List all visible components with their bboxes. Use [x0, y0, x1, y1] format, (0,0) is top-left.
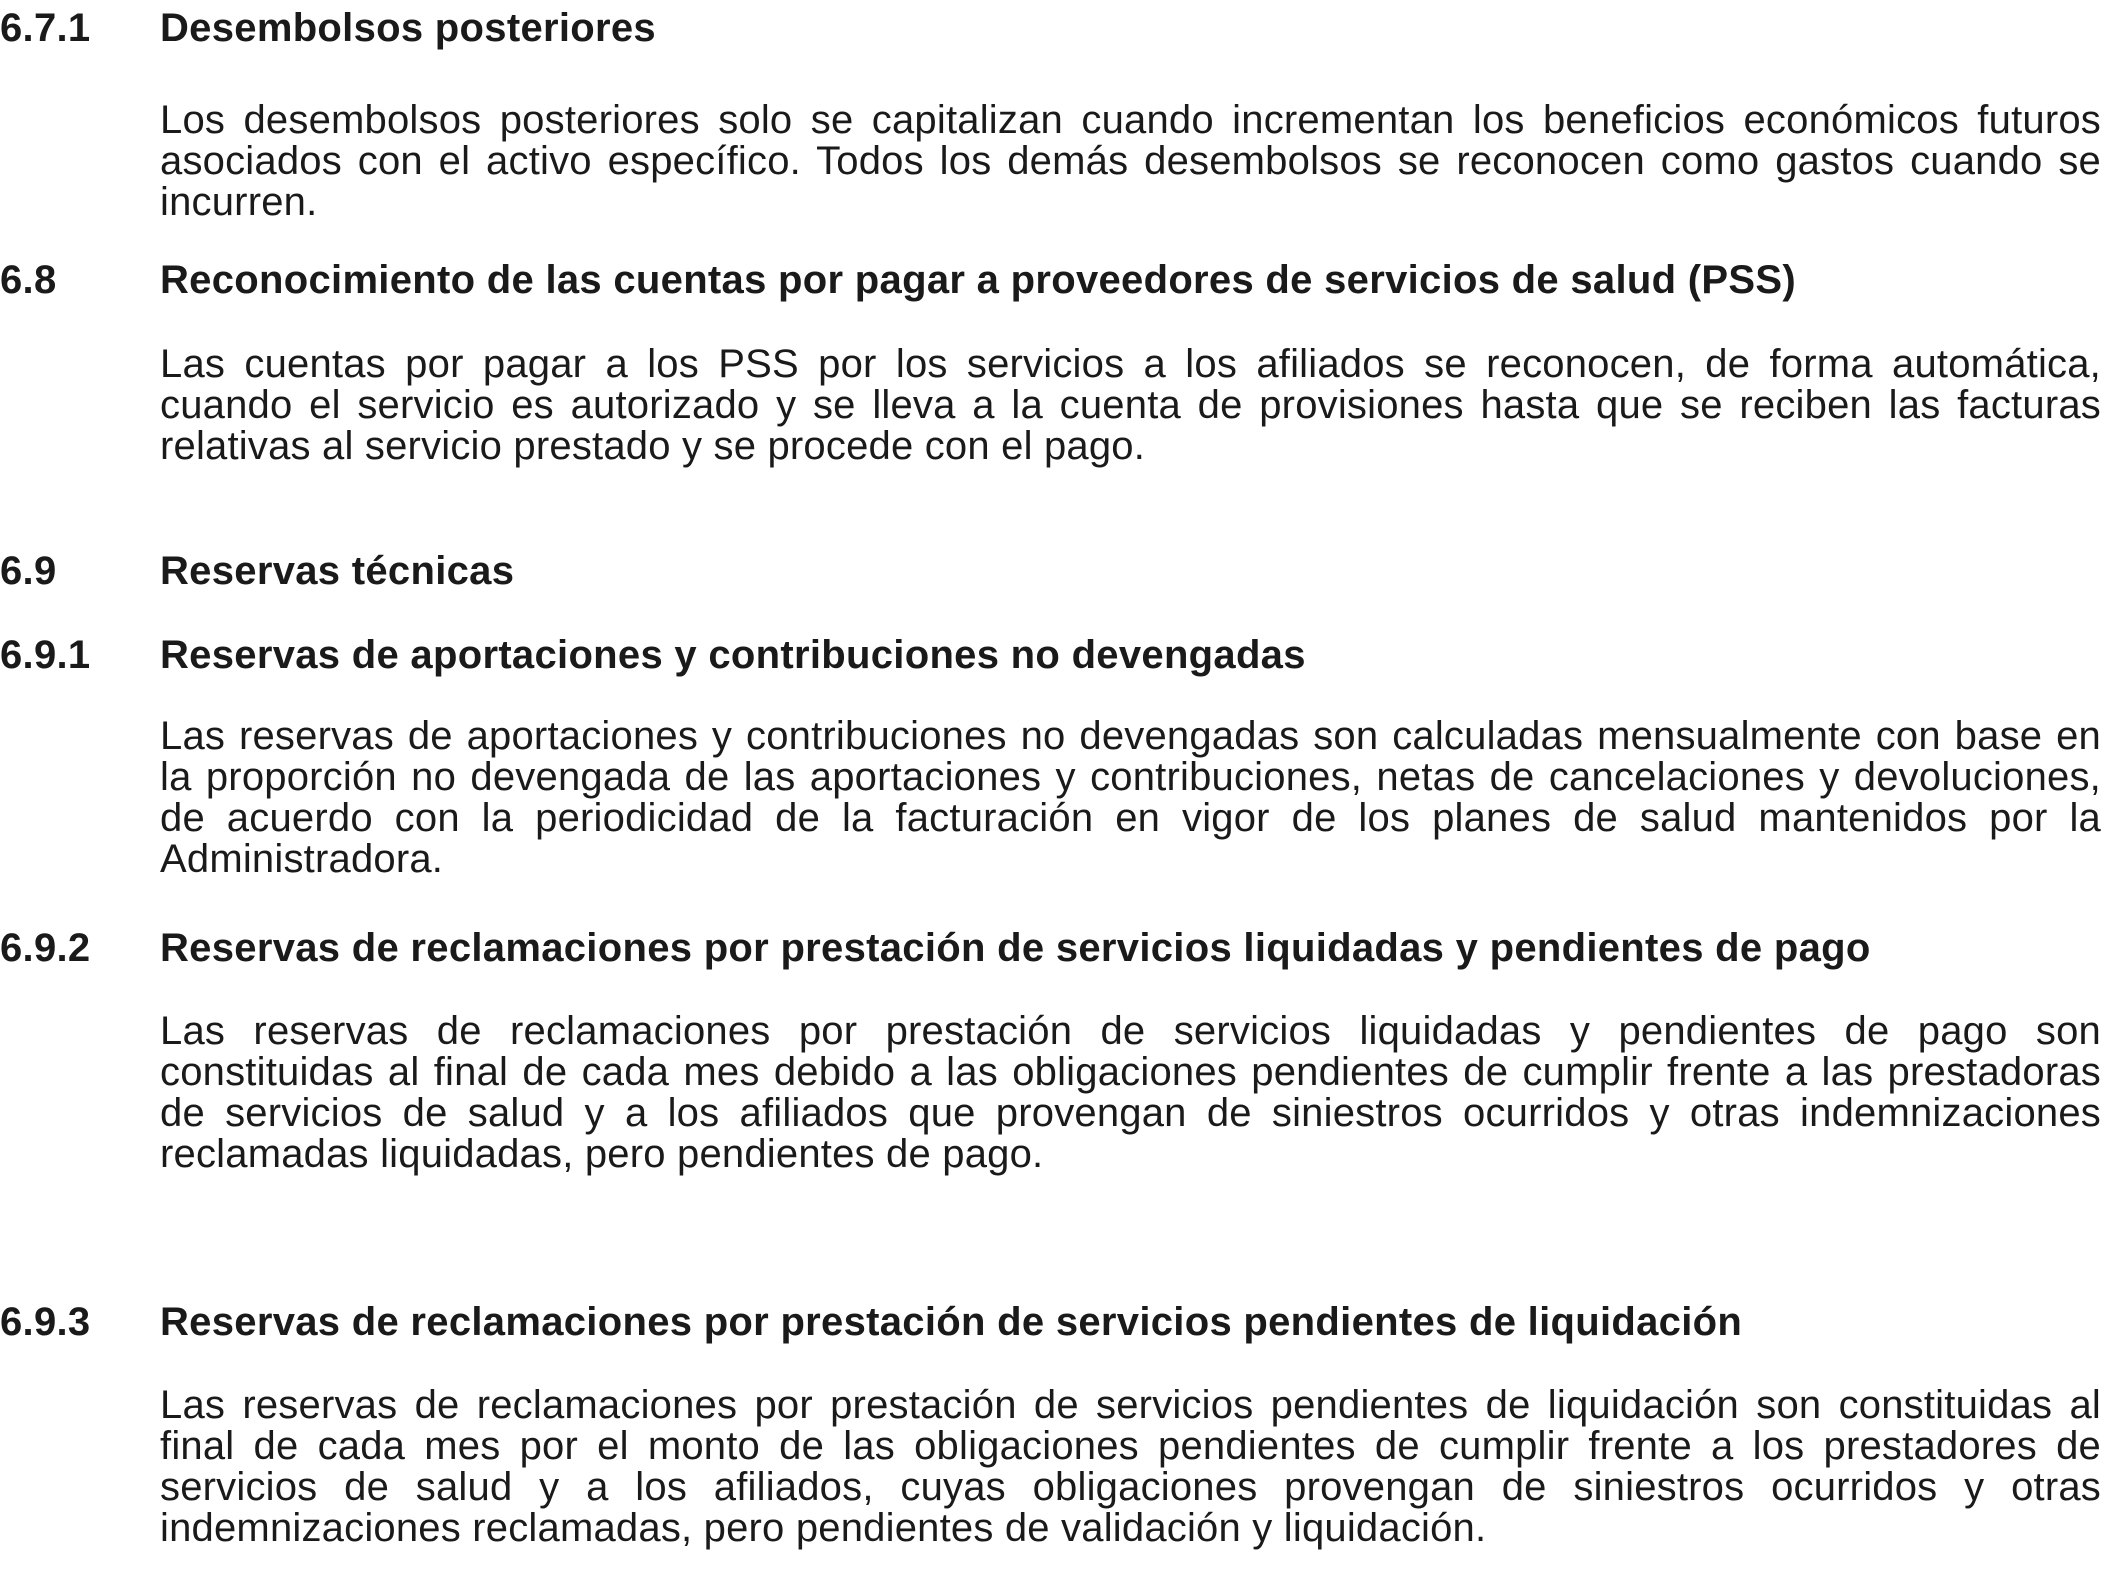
- section-paragraph: Las reservas de reclamaciones por prestación de servicios liquidadas y pendientes de pago son constituidas al final de cada mes debido a las obligaciones pendientes de cumplir frente a las prestadoras de servicios de salud y a los afiliados que provengan de siniestros ocurridos y otras indemnizaciones reclamadas liquidadas, pero pendientes de pago.: [160, 1009, 2101, 1176]
- section-number: 6.9.1: [0, 633, 91, 677]
- section-number: 6.7.1: [0, 6, 91, 50]
- section-heading: [0, 260, 2101, 300]
- section-heading: [0, 928, 2101, 968]
- section-6-9-2: [0, 928, 2101, 1175]
- section-6-9: [0, 551, 2101, 591]
- section-heading: [0, 8, 2101, 48]
- section-number: 6.9.3: [0, 1300, 91, 1344]
- section-paragraph: Las reservas de aportaciones y contribuciones no devengadas son calculadas mensualmente con base en la proporción no devengada de las aportaciones y contribuciones, netas de cancelaciones y devoluciones, de acuerdo con la periodicidad de la facturación en vigor de los planes de salud mantenidos por la Administradora.: [160, 714, 2101, 881]
- section-paragraph: Los desembolsos posteriores solo se capitalizan cuando incrementan los beneficios económicos futuros asociados con el activo específico. Todos los demás desembolsos se reconocen como gastos cuando se incurren.: [160, 98, 2101, 224]
- section-title: Reservas de reclamaciones por prestación de servicios liquidadas y pendientes de pago: [160, 926, 1871, 970]
- section-title: Reservas de aportaciones y contribuciones no devengadas: [160, 633, 1306, 677]
- section-6-7-1: [0, 8, 2101, 223]
- section-title: Reservas técnicas: [160, 549, 515, 593]
- section-6-9-3: [0, 1302, 2101, 1549]
- section-number: 6.9: [0, 549, 57, 593]
- section-title: Reconocimiento de las cuentas por pagar a proveedores de servicios de salud (PSS): [160, 258, 1796, 302]
- section-heading: [0, 551, 2101, 591]
- section-number: 6.8: [0, 258, 57, 302]
- section-heading: [0, 635, 2101, 675]
- section-title: Reservas de reclamaciones por prestación de servicios pendientes de liquidación: [160, 1300, 1743, 1344]
- section-paragraph: Las cuentas por pagar a los PSS por los servicios a los afiliados se reconocen, de forma automática, cuando el servicio es autorizado y se lleva a la cuenta de provisiones hasta que se reciben las facturas relativas al servicio prestado y se procede con el pago.: [160, 342, 2101, 468]
- section-number: 6.9.2: [0, 926, 91, 970]
- section-paragraph: Las reservas de reclamaciones por prestación de servicios pendientes de liquidación son constituidas al final de cada mes por el monto de las obligaciones pendientes de cumplir frente a los prestadores de servicios de salud y a los afiliados, cuyas obligaciones provengan de siniestros ocurridos y otras indemnizaciones reclamadas, pero pendientes de validación y liquidación.: [160, 1383, 2101, 1550]
- section-6-9-1: [0, 635, 2101, 880]
- section-6-8: [0, 260, 2101, 467]
- section-title: Desembolsos posteriores: [160, 6, 656, 50]
- section-heading: [0, 1302, 2101, 1342]
